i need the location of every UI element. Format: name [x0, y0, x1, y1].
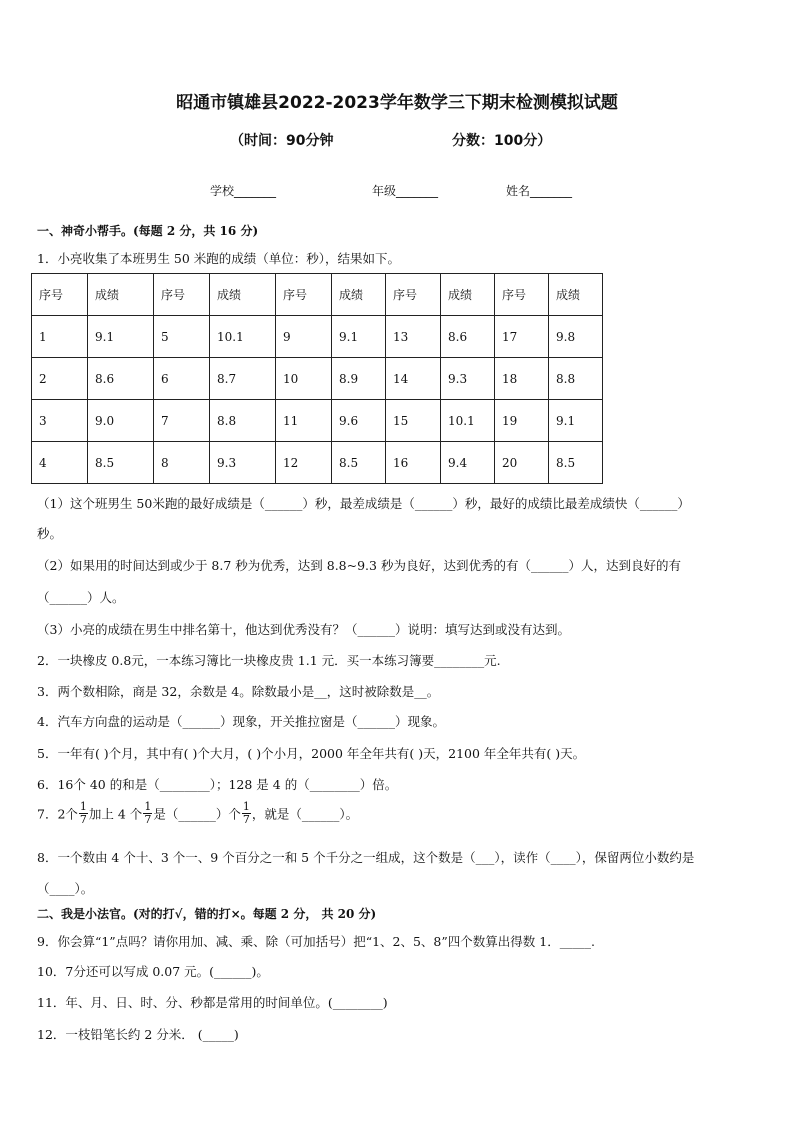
q7-part-4: ，就是（______）。 [251, 806, 359, 822]
table-cell: 1 [32, 316, 88, 358]
question-2: 2．一块橡皮 0.8元，一本练习簿比一块橡皮贵 1.1 元．买一本练习簿要________元. [37, 653, 501, 668]
table-cell: 10.1 [441, 400, 495, 442]
question-5: 5．一年有( )个月，其中有( )个大月，( )个小月，2000 年全年共有( )天，2100 年全年共有( )天。 [37, 746, 586, 761]
fraction-one-seventh [143, 801, 152, 826]
table-cell: 8.5 [549, 442, 603, 484]
table-cell: 6 [154, 358, 210, 400]
table-header-cell: 序号 [386, 274, 441, 316]
question-4: 4．汽车方向盘的运动是（______）现象，开关推拉窗是（______）现象。 [37, 714, 445, 729]
fraction-one-seventh [242, 801, 251, 826]
table-cell: 8.6 [441, 316, 495, 358]
question-6: 6．16个 40 的和是（________）；128 是 4 的（________）倍。 [37, 777, 398, 792]
fraction-numerator: 1 [144, 800, 152, 813]
table-cell: 10.1 [210, 316, 276, 358]
table-cell: 8 [154, 442, 210, 484]
table-cell: 16 [386, 442, 441, 484]
table-cell: 8.8 [210, 400, 276, 442]
table-header-cell: 成绩 [549, 274, 603, 316]
q7-part-2: 加上 4 个 [88, 806, 143, 822]
q7-part-3: 是（______）个 [153, 806, 241, 822]
table-cell: 9 [276, 316, 332, 358]
question-9: 9．你会算“1”点吗？请你用加、减、乘、除（可加括号）把“1、2、5、8”四个数算出得数 1．_____. [37, 934, 595, 949]
table-cell: 9.3 [210, 442, 276, 484]
question-1-1: （1）这个班男生 50米跑的最好成绩是（______）秒，最差成绩是（______）秒，最好的成绩比最差成绩快（______） [37, 496, 690, 511]
exam-time: （时间：90分钟 [230, 133, 334, 149]
table-header-cell: 成绩 [88, 274, 154, 316]
question-1-2-cont: （______）人。 [37, 590, 125, 605]
table-cell: 8.6 [88, 358, 154, 400]
q7-part-1: 7．2个 [37, 806, 78, 822]
table-header-cell: 成绩 [441, 274, 495, 316]
table-row [32, 442, 603, 484]
fraction-numerator: 1 [79, 800, 87, 813]
table-cell: 9.4 [441, 442, 495, 484]
table-header-cell: 序号 [276, 274, 332, 316]
table-cell: 9.6 [332, 400, 386, 442]
table-cell: 9.0 [88, 400, 154, 442]
question-1-2: （2）如果用的时间达到或少于 8.7 秒为优秀，达到 8.8~9.3 秒为良好，达到优秀的有（______）人，达到良好的有 [37, 558, 681, 573]
table-cell: 9.1 [549, 400, 603, 442]
table-cell: 9.1 [332, 316, 386, 358]
table-cell: 2 [32, 358, 88, 400]
table-row [32, 316, 603, 358]
grade-field: 年级_______ [372, 184, 439, 198]
table-row [32, 358, 603, 400]
table-cell: 13 [386, 316, 441, 358]
table-cell: 4 [32, 442, 88, 484]
section-1-heading: 一、神奇小帮手。(每题 2 分，共 16 分) [37, 224, 259, 238]
table-cell: 20 [495, 442, 549, 484]
table-cell: 15 [386, 400, 441, 442]
table-cell: 8.9 [332, 358, 386, 400]
table-cell: 14 [386, 358, 441, 400]
question-8: 8．一个数由 4 个十、3 个一、9 个百分之一和 5 个千分之一组成，这个数是（___），读作（____），保留两位小数约是 [37, 850, 695, 865]
table-cell: 11 [276, 400, 332, 442]
question-8-cont: （____）。 [37, 881, 94, 896]
question-1: 1．小亮收集了本班男生 50 米跑的成绩（单位：秒），结果如下。 [37, 251, 401, 266]
table-cell: 9.3 [441, 358, 495, 400]
table-cell: 17 [495, 316, 549, 358]
table-header-cell: 序号 [154, 274, 210, 316]
table-cell: 5 [154, 316, 210, 358]
section-2-heading: 二、我是小法官。(对的打√，错的打×。每题 2 分， 共 20 分) [37, 907, 377, 921]
grades-table [31, 273, 603, 484]
table-header-cell: 成绩 [210, 274, 276, 316]
table-cell: 8.5 [332, 442, 386, 484]
table-cell: 3 [32, 400, 88, 442]
fraction-numerator: 1 [242, 800, 250, 813]
table-cell: 8.7 [210, 358, 276, 400]
question-10: 10．7分还可以写成 0.07 元。(______)。 [37, 964, 269, 979]
table-header-cell: 序号 [32, 274, 88, 316]
table-header-cell: 成绩 [332, 274, 386, 316]
table-row [32, 400, 603, 442]
exam-title: 昭通市镇雄县2022-2023学年数学三下期末检测模拟试题 [176, 93, 618, 113]
table-cell: 12 [276, 442, 332, 484]
question-7 [37, 801, 764, 826]
question-12: 12．一枝铅笔长约 2 分米． (_____) [37, 1027, 239, 1042]
table-header-cell: 序号 [495, 274, 549, 316]
table-cell: 8.8 [549, 358, 603, 400]
table-cell: 9.8 [549, 316, 603, 358]
exam-score: 分数：100分） [452, 133, 552, 149]
table-cell: 19 [495, 400, 549, 442]
table-header-row [32, 274, 603, 316]
table-cell: 10 [276, 358, 332, 400]
question-3: 3．两个数相除，商是 32，余数是 4。除数最小是__，这时被除数是__。 [37, 684, 440, 699]
question-1-1-cont: 秒。 [37, 526, 63, 541]
fraction-one-seventh [79, 801, 88, 826]
fraction-denominator: 7 [242, 813, 250, 826]
question-11: 11．年、月、日、时、分、秒都是常用的时间单位。(________) [37, 995, 388, 1010]
table-cell: 7 [154, 400, 210, 442]
fraction-denominator: 7 [79, 813, 87, 826]
fraction-denominator: 7 [144, 813, 152, 826]
school-field: 学校_______ [210, 184, 277, 198]
name-field: 姓名_______ [506, 184, 573, 198]
table-cell: 9.1 [88, 316, 154, 358]
question-1-3: （3）小亮的成绩在男生中排名第十，他达到优秀没有？（______）说明：填写达到或没有达到。 [37, 622, 570, 637]
table-cell: 8.5 [88, 442, 154, 484]
table-cell: 18 [495, 358, 549, 400]
